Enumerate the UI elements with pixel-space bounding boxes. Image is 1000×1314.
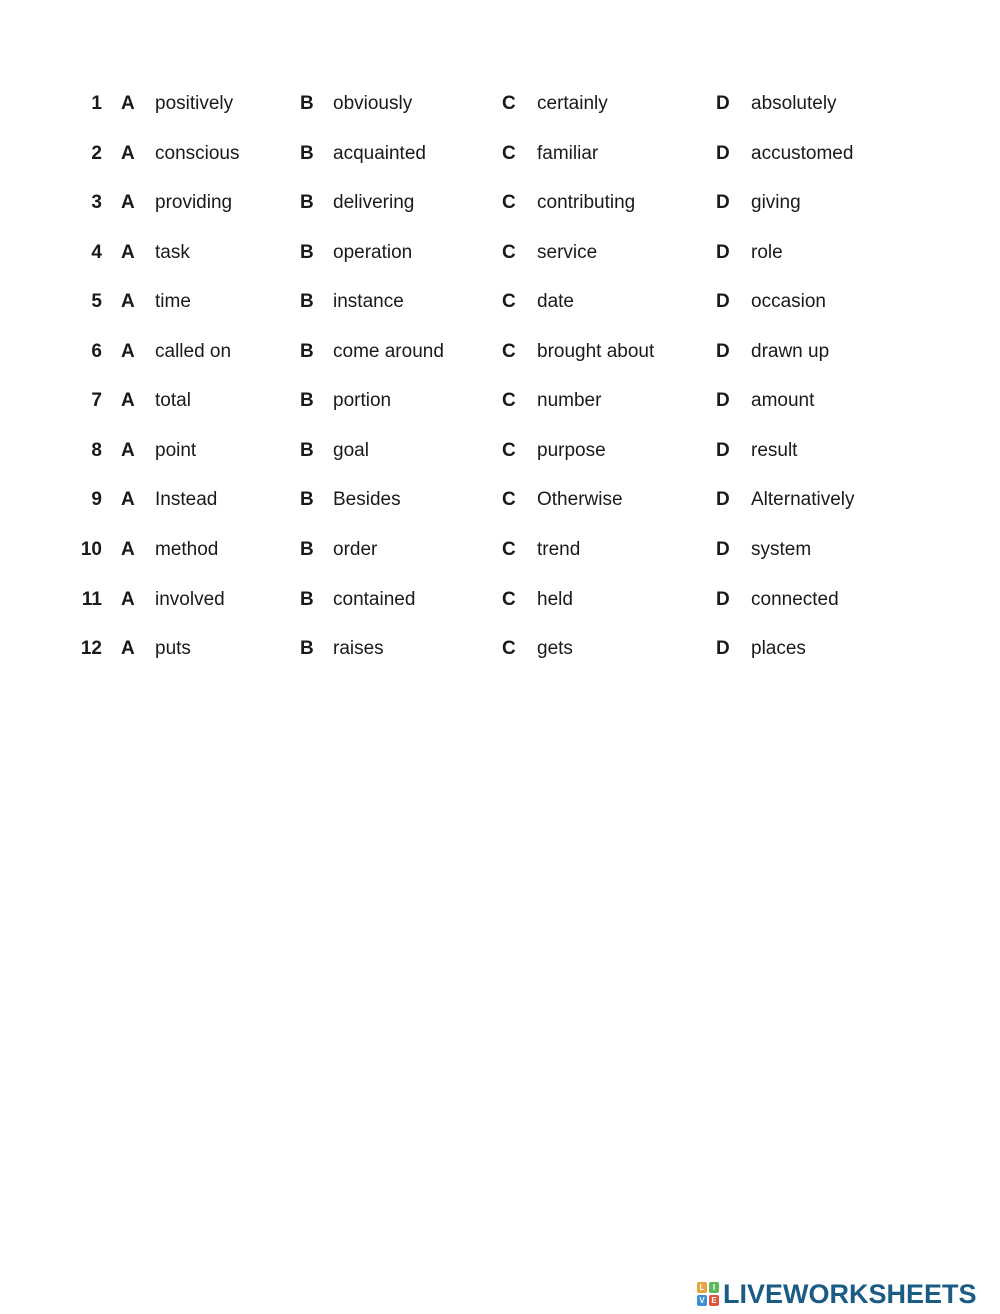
option-letter-c: C [502,539,516,560]
option-letter-b: B [300,638,314,659]
question-row [0,337,1000,367]
question-number: 4 [91,242,102,263]
brand-name: LIVEWORKSHEETS [723,1279,977,1309]
option-b-text: portion [333,390,392,411]
option-letter-b: B [300,390,314,411]
option-c-text: held [537,589,573,610]
question-row [0,188,1000,218]
option-letter-a: A [121,390,135,411]
option-c-text: date [537,291,574,312]
option-letter-c: C [502,242,516,263]
question-row [0,634,1000,664]
question-row [0,287,1000,317]
question-number: 8 [91,440,102,461]
option-d-text: occasion [751,291,826,312]
option-b-text: delivering [333,192,415,213]
option-letter-a: A [121,539,135,560]
option-letter-c: C [502,489,516,510]
option-letter-b: B [300,93,314,114]
option-a-text: time [155,291,191,312]
option-c-text: gets [537,638,573,659]
question-row [0,386,1000,416]
option-c-text: brought about [537,341,655,362]
question-row [0,139,1000,169]
option-letter-d: D [716,638,730,659]
option-a-text: involved [155,589,225,610]
option-d-text: connected [751,589,839,610]
option-letter-d: D [716,341,730,362]
option-b-text: goal [333,440,369,461]
option-b-text: obviously [333,93,413,114]
option-letter-a: A [121,440,135,461]
option-letter-d: D [716,143,730,164]
option-d-text: drawn up [751,341,830,362]
option-letter-c: C [502,143,516,164]
option-letter-b: B [300,143,314,164]
option-letter-b: B [300,192,314,213]
question-row [0,535,1000,565]
question-row [0,436,1000,466]
question-number: 12 [80,638,102,659]
option-b-text: Besides [333,489,401,510]
option-c-text: purpose [537,440,606,461]
option-letter-a: A [121,489,135,510]
question-row [0,485,1000,515]
option-letter-d: D [716,440,730,461]
logo-letter-tile: L [697,1282,707,1293]
option-d-text: giving [751,192,801,213]
logo-letter-tile: V [697,1295,707,1306]
liveworksheets-logo [697,1279,977,1309]
option-d-text: role [751,242,783,263]
option-letter-c: C [502,192,516,213]
liveworksheets-logo-icon [697,1282,719,1306]
option-d-text: Alternatively [751,489,855,510]
option-c-text: number [537,390,602,411]
option-c-text: certainly [537,93,608,114]
option-letter-b: B [300,341,314,362]
question-number: 1 [91,93,102,114]
option-b-text: come around [333,341,444,362]
option-d-text: result [751,440,798,461]
option-c-text: trend [537,539,581,560]
option-a-text: total [155,390,191,411]
option-letter-b: B [300,539,314,560]
option-letter-b: B [300,589,314,610]
option-b-text: contained [333,589,416,610]
option-a-text: puts [155,638,191,659]
option-letter-c: C [502,638,516,659]
option-b-text: instance [333,291,404,312]
option-d-text: absolutely [751,93,837,114]
option-letter-b: B [300,489,314,510]
option-letter-d: D [716,539,730,560]
option-letter-d: D [716,242,730,263]
option-d-text: places [751,638,806,659]
option-letter-d: D [716,489,730,510]
option-letter-b: B [300,291,314,312]
question-row [0,238,1000,268]
option-letter-c: C [502,589,516,610]
option-d-text: accustomed [751,143,854,164]
question-number: 11 [81,589,102,610]
option-letter-a: A [121,192,135,213]
option-letter-d: D [716,390,730,411]
option-letter-d: D [716,192,730,213]
option-letter-c: C [502,93,516,114]
option-letter-a: A [121,291,135,312]
option-letter-a: A [121,341,135,362]
option-b-text: operation [333,242,413,263]
option-letter-c: C [502,440,516,461]
option-a-text: conscious [155,143,240,164]
question-number: 3 [91,192,102,213]
option-letter-c: C [502,390,516,411]
option-a-text: method [155,539,219,560]
option-letter-a: A [121,143,135,164]
option-letter-b: B [300,242,314,263]
option-a-text: called on [155,341,232,362]
option-b-text: acquainted [333,143,426,164]
question-number: 6 [91,341,102,362]
option-letter-d: D [716,93,730,114]
question-number: 9 [91,489,102,510]
option-c-text: Otherwise [537,489,623,510]
option-d-text: amount [751,390,815,411]
option-a-text: point [155,440,197,461]
option-letter-d: D [716,291,730,312]
option-letter-a: A [121,93,135,114]
option-letter-a: A [121,589,135,610]
question-number: 5 [91,291,102,312]
logo-letter-tile: I [709,1282,719,1293]
option-letter-d: D [716,589,730,610]
option-a-text: task [155,242,190,263]
question-number: 2 [91,143,102,164]
question-row [0,89,1000,119]
option-letter-a: A [121,638,135,659]
option-a-text: positively [155,93,234,114]
question-row [0,585,1000,615]
option-letter-c: C [502,341,516,362]
option-d-text: system [751,539,812,560]
option-c-text: contributing [537,192,636,213]
option-b-text: order [333,539,378,560]
question-number: 10 [80,539,102,560]
option-a-text: Instead [155,489,218,510]
option-letter-a: A [121,242,135,263]
option-a-text: providing [155,192,233,213]
option-b-text: raises [333,638,384,659]
option-letter-c: C [502,291,516,312]
option-letter-b: B [300,440,314,461]
option-c-text: familiar [537,143,599,164]
logo-letter-tile: E [709,1295,719,1306]
option-c-text: service [537,242,598,263]
question-number: 7 [91,390,102,411]
